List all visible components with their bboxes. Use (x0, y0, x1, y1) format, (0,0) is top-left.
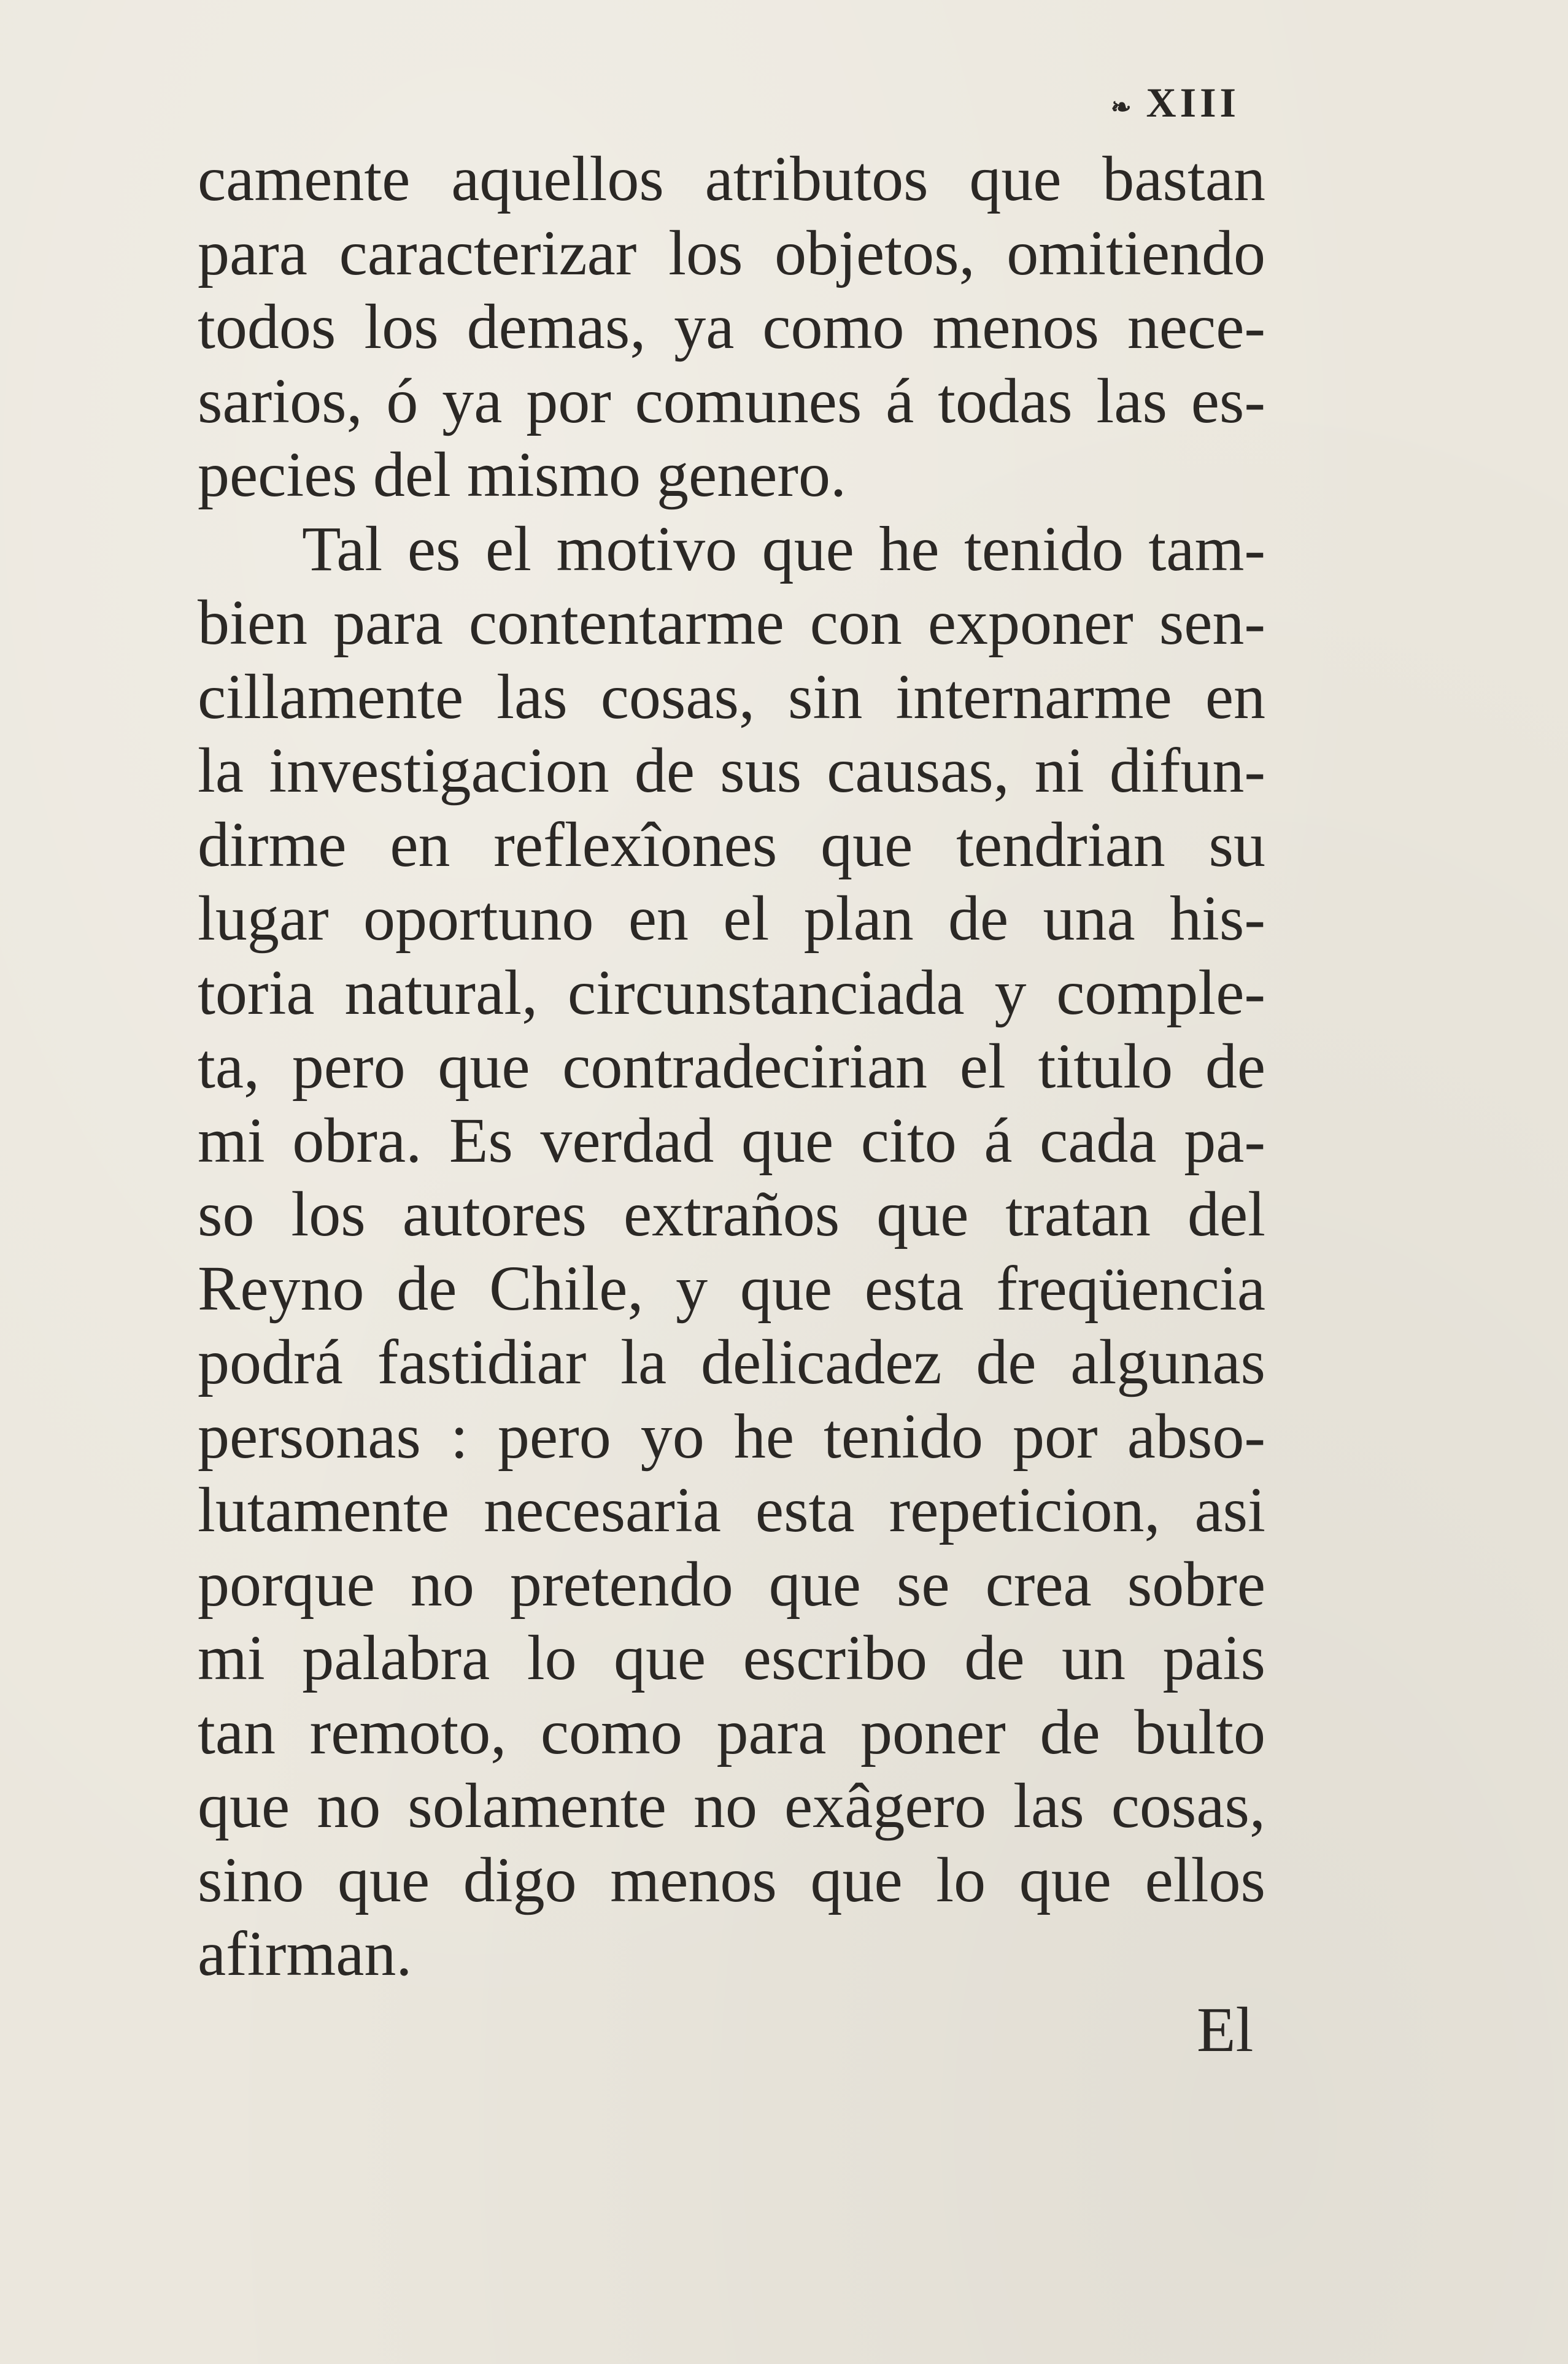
text-line: mi obra. Es verdad que cito á cada pa- (198, 1105, 1265, 1176)
text-line: toria natural, circunstanciada y comple- (198, 957, 1265, 1028)
text-line: para caracterizar los objetos, omitiendo (198, 217, 1265, 288)
text-line: que no solamente no exâgero las cosas, (198, 1771, 1265, 1841)
text-line: so los autores extraños que tratan del (198, 1179, 1265, 1250)
text-line: porque no pretendo que se crea sobre (198, 1548, 1265, 1620)
text-line: la investigacion de sus causas, ni difun- (198, 735, 1265, 806)
text-line: dirme en reflexîones que tendrian su (198, 809, 1265, 880)
text-line: Reyno de Chile, y que esta freqüencia (198, 1253, 1265, 1324)
text-line: pecies del mismo genero. (198, 439, 847, 510)
text-line: ta, pero que contradecirian el titulo de (198, 1031, 1265, 1102)
text-line: sarios, ó ya por comunes á todas las es- (198, 365, 1265, 436)
paragraph-start-line: Tal es el motivo que he tenido tam- (302, 513, 1265, 584)
text-line: cillamente las cosas, sin internarme en (198, 661, 1265, 732)
text-line: afirman. (198, 1918, 412, 1989)
text-line: lutamente necesaria esta repeticion, asi (198, 1475, 1265, 1545)
text-line: tan remoto, como para poner de bulto (198, 1696, 1265, 1767)
text-line: bien para contentarme con exponer sen- (198, 587, 1265, 658)
page-number-text: XIII (1146, 79, 1240, 126)
text-line: camente aquellos atributos que bastan (198, 144, 1265, 214)
body-text (198, 142, 1265, 1991)
text-line: podrá fastidiar la delicadez de algunas (198, 1327, 1265, 1397)
catchword: El (1197, 1995, 1254, 2065)
text-line: personas : pero yo he tenido por abso- (198, 1400, 1265, 1472)
text-line: todos los demas, ya como menos nece- (198, 292, 1265, 362)
page-number (1111, 79, 1240, 127)
text-line: lugar oportuno en el plan de una his- (198, 883, 1265, 954)
text-line: sino que digo menos que lo que ellos (198, 1844, 1265, 1915)
text-line: mi palabra lo que escribo de un pais (198, 1623, 1265, 1693)
ornament-icon: ❧ (1111, 93, 1135, 121)
